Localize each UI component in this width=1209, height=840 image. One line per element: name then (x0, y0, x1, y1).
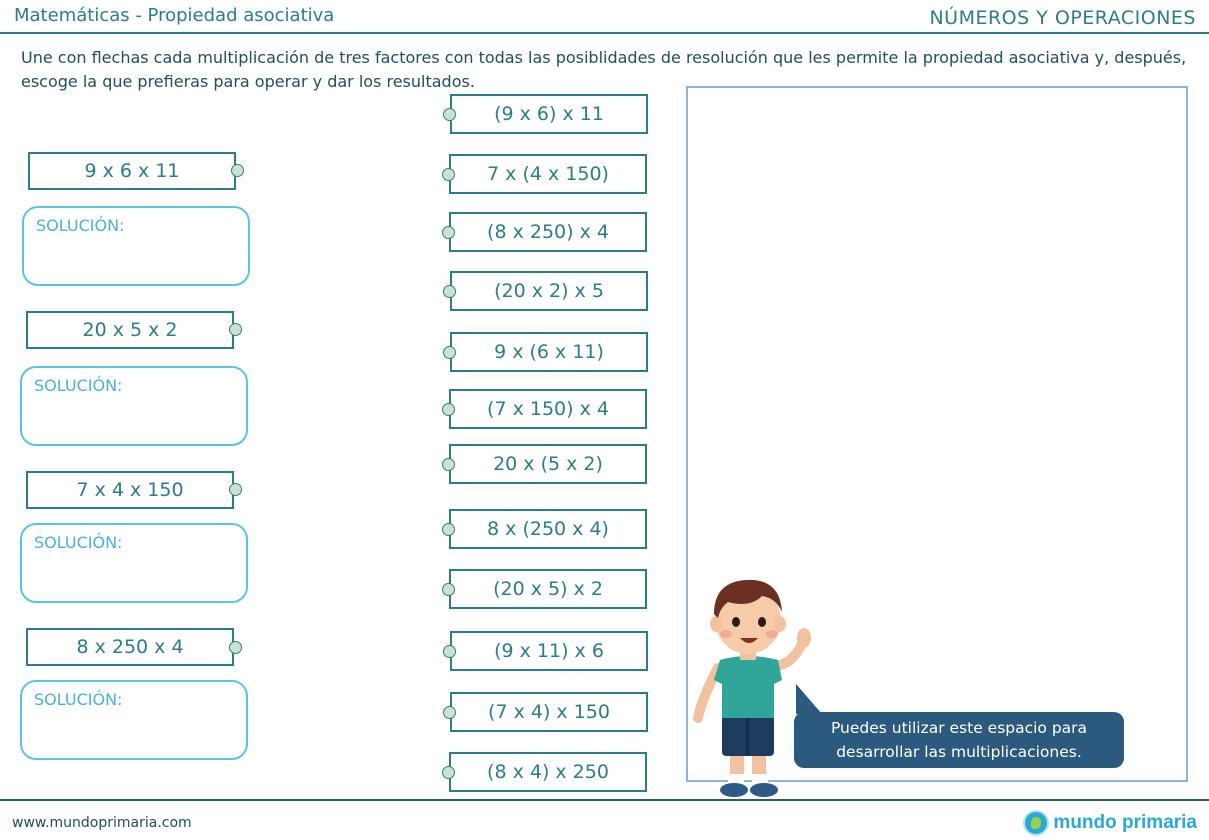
connector-dot-exercise-1[interactable] (231, 164, 244, 177)
connector-dot-exercise-4[interactable] (229, 641, 242, 654)
brand-name: mundo primaria (1053, 812, 1197, 833)
solution-box-2[interactable] (20, 366, 248, 446)
connector-dot-option[interactable] (443, 706, 456, 719)
footer-url[interactable]: www.mundoprimaria.com (12, 815, 192, 831)
connector-dot-option[interactable] (442, 403, 455, 416)
option-box: 8 x (250 x 4) (449, 509, 647, 549)
solution-label: SOLUCIÓN: (34, 690, 123, 709)
speech-bubble (794, 712, 1124, 768)
connector-dot-exercise-2[interactable] (229, 323, 242, 336)
option-box: (8 x 4) x 250 (449, 752, 647, 792)
option-box: 9 x (6 x 11) (450, 332, 648, 372)
speech-bubble-line-1: Puedes utilizar este espacio para (830, 719, 1088, 737)
option-box: (7 x 150) x 4 (449, 389, 647, 429)
exercise-expression-4: 8 x 250 x 4 (26, 628, 234, 666)
option-box: 7 x (4 x 150) (449, 154, 647, 194)
connector-dot-option[interactable] (442, 583, 455, 596)
exercise-expression-3: 7 x 4 x 150 (26, 471, 234, 509)
option-box: (7 x 4) x 150 (450, 692, 648, 732)
solution-box-1[interactable] (22, 206, 250, 286)
option-box: (9 x 6) x 11 (450, 94, 648, 134)
option-box: (9 x 11) x 6 (450, 631, 648, 671)
connector-dot-option[interactable] (442, 168, 455, 181)
solution-label: SOLUCIÓN: (36, 216, 125, 235)
connector-dot-exercise-3[interactable] (229, 483, 242, 496)
solution-box-4[interactable] (20, 680, 248, 760)
globe-icon (1023, 810, 1049, 836)
section-title: NÚMEROS Y OPERACIONES (929, 7, 1196, 29)
connector-dot-option[interactable] (443, 285, 456, 298)
option-box: (8 x 250) x 4 (449, 212, 647, 252)
solution-label: SOLUCIÓN: (34, 533, 123, 552)
connector-dot-option[interactable] (442, 458, 455, 471)
header-divider (0, 32, 1209, 34)
speech-bubble-line-2: desarrollar las multiplicaciones. (836, 743, 1082, 761)
exercise-expression-1: 9 x 6 x 11 (28, 152, 236, 190)
solution-label: SOLUCIÓN: (34, 376, 123, 395)
instructions-text: Une con flechas cada multiplicación de tres factores con todas las posiblidades de resolución que les permite la propiedad asociativa y, después, escoge la que prefieras para operar y dar los resultados. (21, 48, 1187, 91)
connector-dot-option[interactable] (442, 226, 455, 239)
solution-box-3[interactable] (20, 523, 248, 603)
connector-dot-option[interactable] (442, 766, 455, 779)
option-box: (20 x 5) x 2 (449, 569, 647, 609)
footer-divider (0, 799, 1209, 801)
option-box: (20 x 2) x 5 (450, 271, 648, 311)
connector-dot-option[interactable] (442, 523, 455, 536)
connector-dot-option[interactable] (443, 346, 456, 359)
connector-dot-option[interactable] (443, 645, 456, 658)
brand-logo[interactable] (1023, 810, 1197, 836)
speech-bubble-tail (796, 684, 822, 714)
connector-dot-option[interactable] (443, 108, 456, 121)
exercise-expression-2: 20 x 5 x 2 (26, 311, 234, 349)
option-box: 20 x (5 x 2) (449, 444, 647, 484)
page-title: Matemáticas - Propiedad asociativa (14, 5, 335, 26)
